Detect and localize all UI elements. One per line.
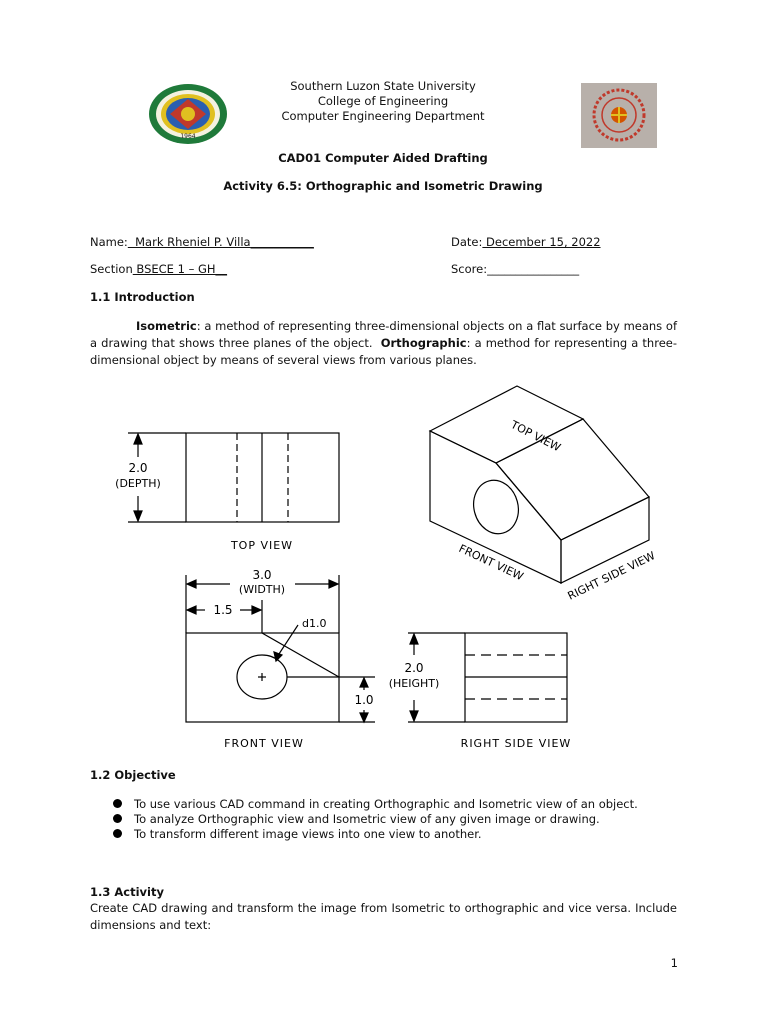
page-number: 1	[670, 956, 678, 970]
iso-right-label: RIGHT SIDE VIEW	[565, 549, 658, 603]
width-label: (WIDTH)	[238, 583, 286, 596]
isometric-term: Isometric	[136, 319, 197, 333]
bullet-icon	[113, 814, 122, 823]
score-label: Score:	[451, 262, 488, 276]
objective-item	[113, 827, 482, 841]
drafting-figure	[100, 380, 680, 760]
section-label: Section	[90, 262, 133, 276]
department-name: Computer Engineering Department	[281, 109, 485, 123]
logo-year: 1964	[180, 133, 196, 140]
hole-label: d1.0	[302, 617, 327, 630]
score-value: ________________	[487, 262, 580, 276]
activity-heading: 1.3 Activity	[90, 885, 164, 899]
top-view-label: TOP VIEW	[230, 539, 294, 552]
depth-value: 2.0	[128, 461, 148, 475]
date-field	[451, 235, 601, 249]
orthographic-definition: : a method for representing a three-dimensional object by means of several views from various planes.	[90, 336, 677, 367]
front-view-label: FRONT VIEW	[224, 737, 304, 750]
university-logo	[148, 83, 228, 145]
objective-item-text: To analyze Orthographic view and Isometric view of any given image or drawing.	[134, 812, 600, 826]
university-name: Southern Luzon State University	[290, 79, 476, 93]
activity-title: Activity 6.5: Orthographic and Isometric Drawing	[223, 179, 543, 193]
height-value: 2.0	[404, 661, 424, 675]
activity-text: Create CAD drawing and transform the image from Isometric to orthographic and vice versa. Include dimensions and text:	[90, 901, 677, 932]
bullet-icon	[113, 829, 122, 838]
date-label: Date:	[451, 235, 483, 249]
isometric-definition: : a method of representing three-dimensional objects on a flat surface by means of a drawing that shows three planes of the object.	[90, 319, 681, 350]
section-value: BSECE 1 – GH	[132, 262, 216, 276]
date-value: December 15, 2022	[482, 235, 601, 249]
name-value: Mark Rheniel P. Villa	[127, 235, 251, 249]
front-view-drawing	[186, 575, 375, 722]
iso-top-label: TOP VIEW	[508, 418, 563, 455]
name-label: Name:	[90, 235, 128, 249]
objective-item	[113, 797, 638, 811]
offset-value: 1.5	[213, 603, 233, 617]
depth-label: (DEPTH)	[115, 477, 161, 490]
section-field	[90, 262, 227, 276]
bullet-icon	[113, 799, 122, 808]
height-label: (HEIGHT)	[388, 677, 440, 690]
orthographic-term: Orthographic	[380, 336, 467, 350]
intro-paragraph	[90, 318, 681, 369]
department-seal	[581, 83, 657, 148]
objective-item-text: To transform different image views into one view to another.	[134, 827, 482, 841]
score-field	[451, 262, 579, 276]
objective-item	[113, 812, 600, 826]
course-title: CAD01 Computer Aided Drafting	[278, 151, 488, 165]
intro-heading: 1.1 Introduction	[90, 290, 195, 304]
width-value: 3.0	[252, 568, 272, 582]
hole-height: 1.0	[354, 693, 374, 707]
iso-front-label: FRONT VIEW	[456, 541, 526, 584]
name-fill: ___________	[250, 235, 314, 249]
objective-heading: 1.2 Objective	[90, 768, 176, 782]
objective-item-text: To use various CAD command in creating Orthographic and Isometric view of an object.	[134, 797, 638, 811]
right-side-view-label: RIGHT SIDE VIEW	[460, 737, 572, 750]
college-name: College of Engineering	[317, 94, 449, 108]
section-fill: __	[215, 262, 228, 276]
name-field	[90, 235, 314, 249]
